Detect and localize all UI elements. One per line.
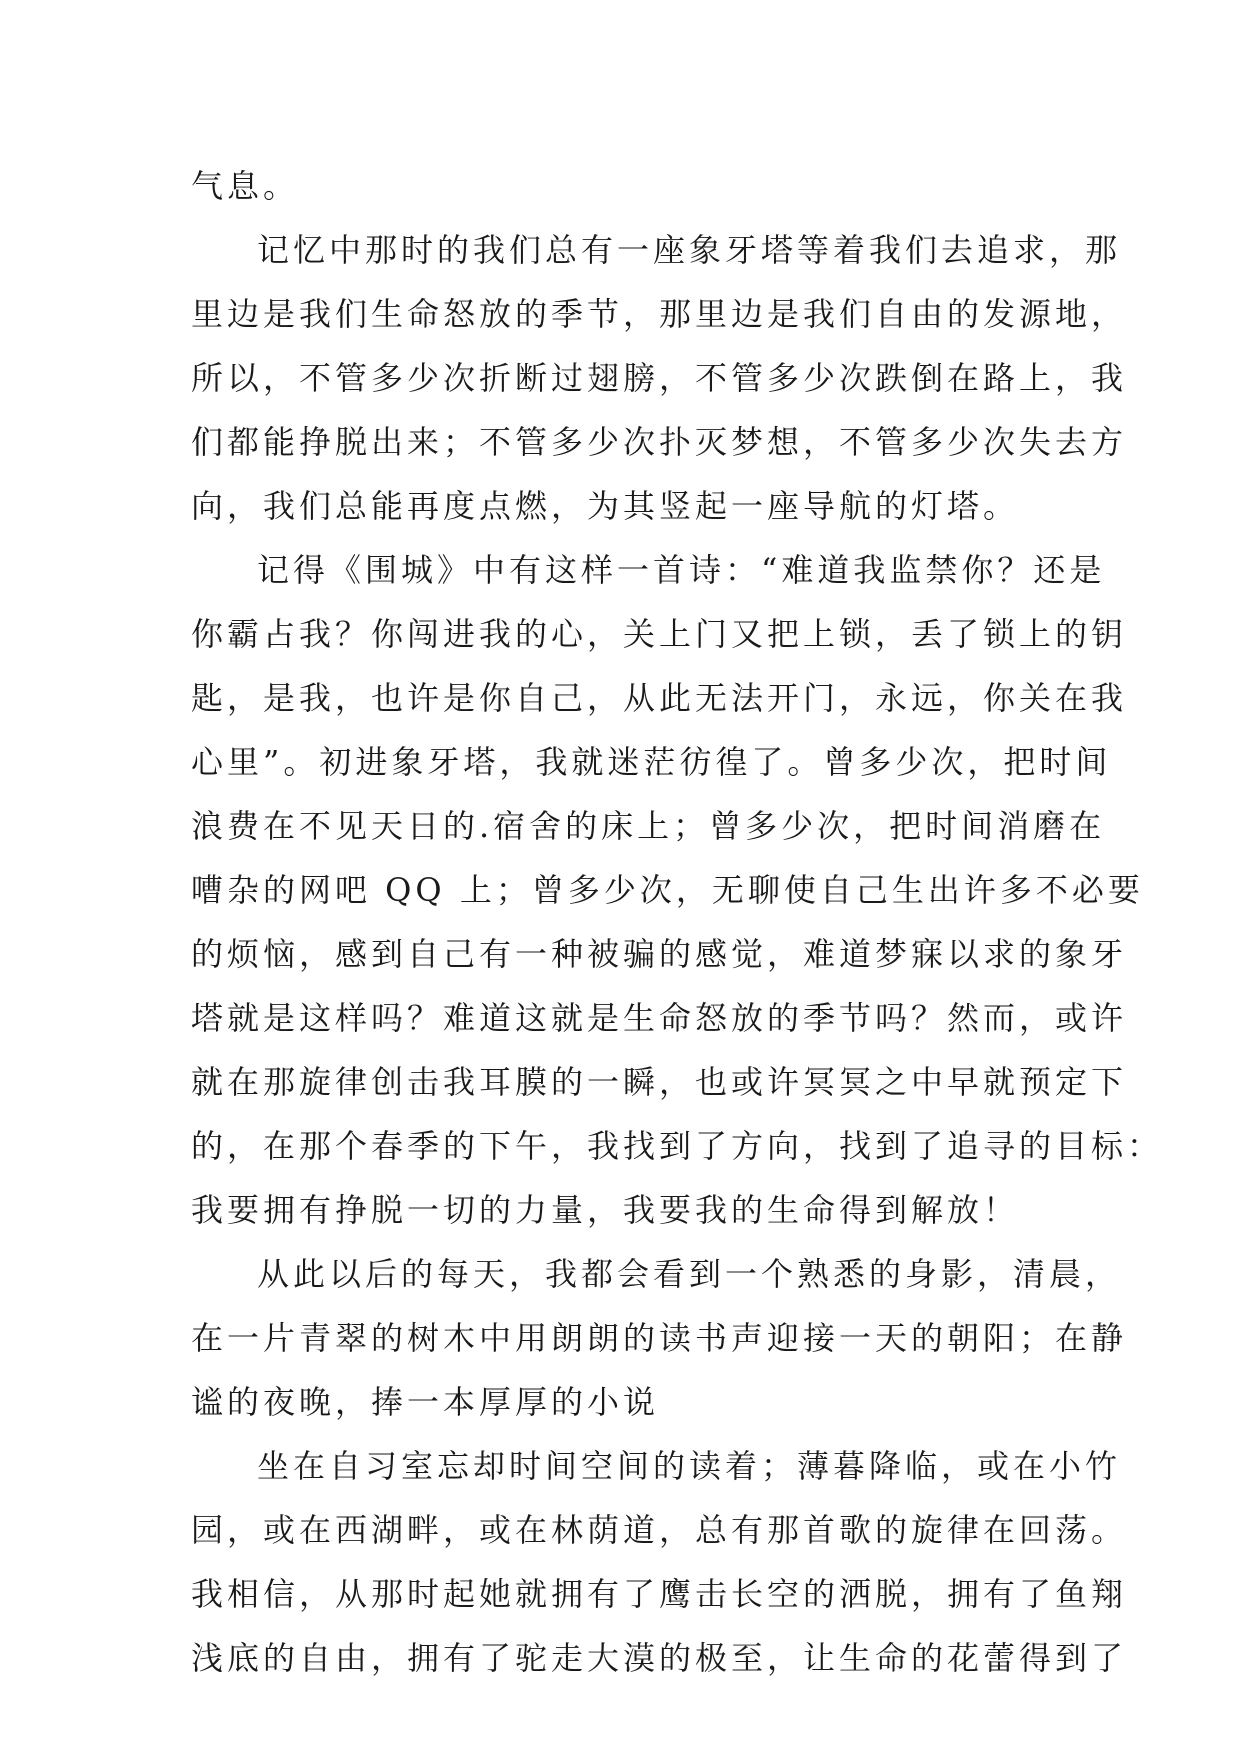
text-line: 匙，是我，也许是你自己，从此无法开门，永远，你关在我 xyxy=(191,679,1128,717)
text-line: 们都能挣脱出来；不管多少次扑灭梦想，不管多少次失去方 xyxy=(191,423,1128,461)
text-line: 心里”。初进象牙塔，我就迷茫彷徨了。曾多少次，把时间 xyxy=(191,743,1112,781)
text-line: 坐在自习室忘却时间空间的读着；薄暮降临，或在小竹 xyxy=(257,1447,1122,1485)
text-line: 浅底的自由，拥有了驼走大漠的极至，让生命的花蕾得到了 xyxy=(191,1639,1128,1677)
text-line: 谧的夜晚，捧一本厚厚的小说 xyxy=(191,1383,660,1421)
text-line: 浪费在不见天日的.宿舍的床上；曾多少次，把时间消磨在 xyxy=(191,807,1106,845)
text-line: 园，或在西湖畔，或在林荫道，总有那首歌的旋律在回荡。 xyxy=(191,1511,1128,1549)
text-line: 的烦恼，感到自己有一种被骗的感觉，难道梦寐以求的象牙 xyxy=(191,935,1128,973)
text-line: 记得《围城》中有这样一首诗：“难道我监禁你？还是 xyxy=(257,551,1106,589)
text-line: 记忆中那时的我们总有一座象牙塔等着我们去追求，那 xyxy=(257,231,1122,269)
text-line: 向，我们总能再度点燃，为其竖起一座导航的灯塔。 xyxy=(191,487,1020,525)
text-line: 里边是我们生命怒放的季节，那里边是我们自由的发源地， xyxy=(191,295,1128,333)
text-line: 就在那旋律创击我耳膜的一瞬，也或许冥冥之中早就预定下 xyxy=(191,1063,1128,1101)
text-line: 气息。 xyxy=(191,167,300,205)
text-line: 嘈杂的网吧 QQ 上；曾多少次，无聊使自己生出许多不必要 xyxy=(191,871,1144,909)
text-line: 我相信，从那时起她就拥有了鹰击长空的洒脱，拥有了鱼翔 xyxy=(191,1575,1128,1613)
text-line: 从此以后的每天，我都会看到一个熟悉的身影，清晨， xyxy=(257,1255,1122,1293)
document-body xyxy=(191,154,1164,1690)
text-line: 我要拥有挣脱一切的力量，我要我的生命得到解放！ xyxy=(191,1191,1020,1229)
text-line: 所以，不管多少次折断过翅膀，不管多少次跌倒在路上，我 xyxy=(191,359,1128,397)
text-line: 塔就是这样吗？难道这就是生命怒放的季节吗？然而，或许 xyxy=(191,999,1128,1037)
text-line: 的，在那个春季的下午，我找到了方向，找到了追寻的目标： xyxy=(191,1127,1164,1165)
text-line: 你霸占我？你闯进我的心，关上门又把上锁，丢了锁上的钥 xyxy=(191,615,1128,653)
text-line: 在一片青翠的树木中用朗朗的读书声迎接一天的朝阳；在静 xyxy=(191,1319,1128,1357)
